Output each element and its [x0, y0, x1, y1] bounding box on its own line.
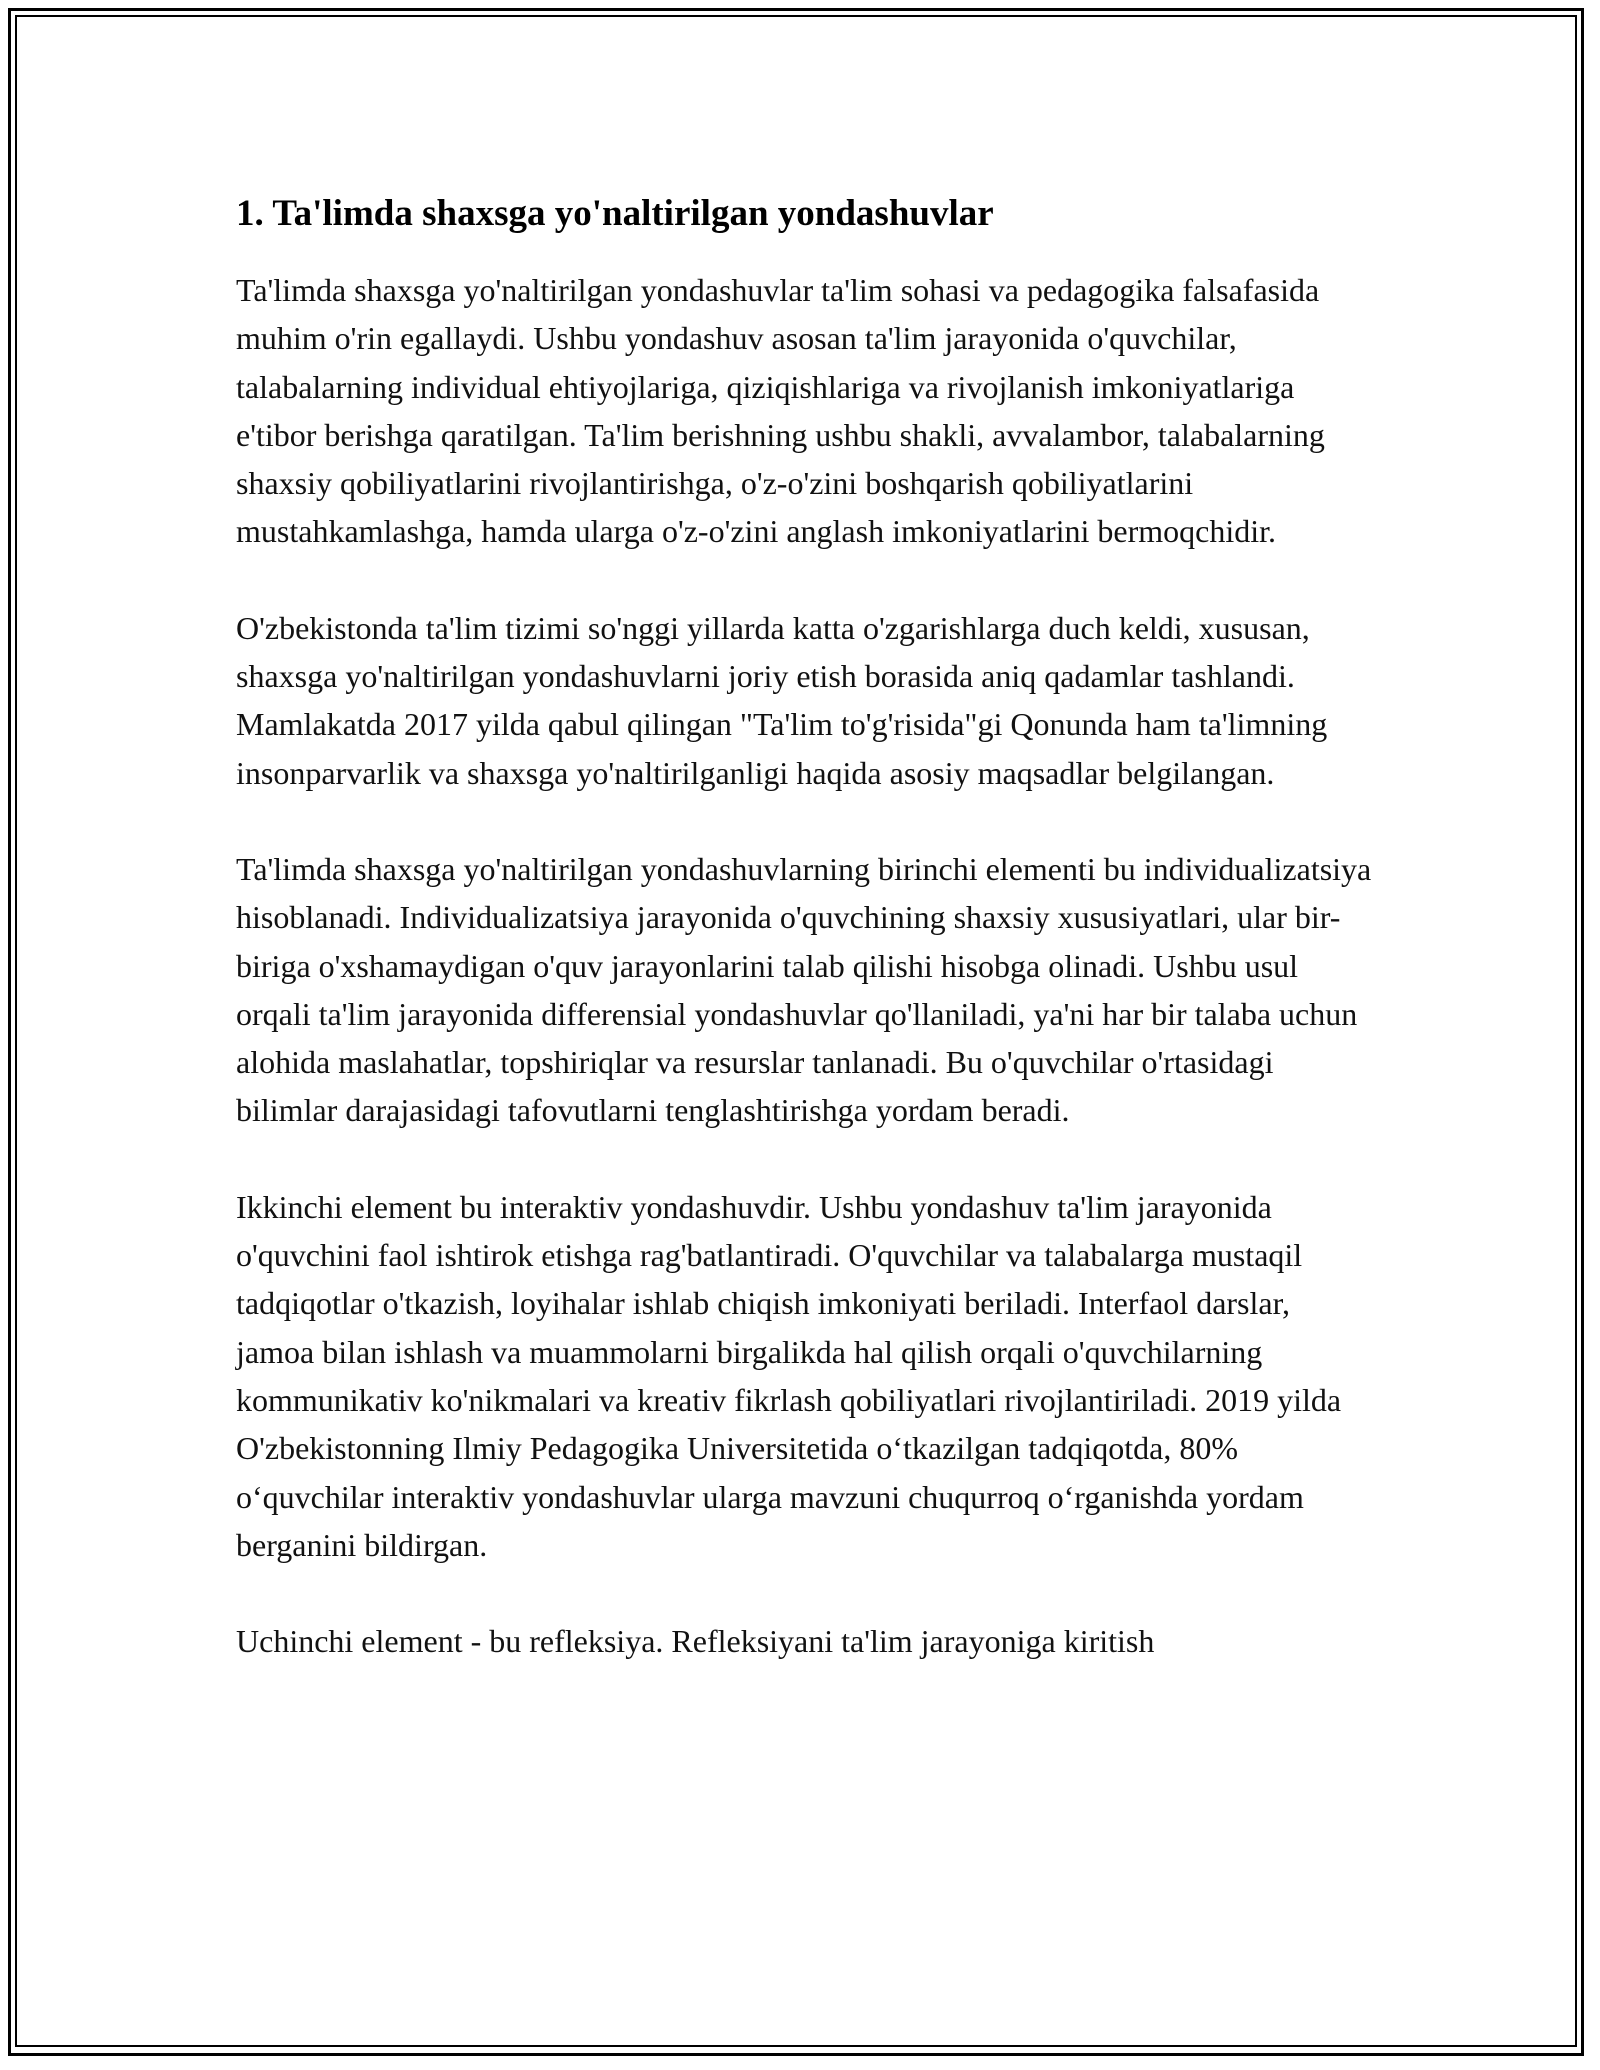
paragraph-individualization: Ta'limda shaxsga yo'naltirilgan yondashuvlarning birinchi elementi bu individualizatsiya hisoblanadi. Individualizatsiya jarayonida o'quvchining shaxsiy xususiyatlari, ular bir-biriga o'xshamaydigan o'quv jarayonlarini talab qilishi hisobga olinadi. Ushbu usul orqali ta'lim jarayonida differensial yondashuvlar qo'llaniladi, ya'ni har bir talaba uchun alohida maslahatlar, topshiriqlar va resurslar tanlanadi. Bu o'quvchilar o'rtasidagi bilimlar darajasidagi tafovutlarni tenglashtirishga yordam beradi.	[236, 850, 1372, 1129]
paragraph-intro: Ta'limda shaxsga yo'naltirilgan yondashuvlar ta'lim sohasi va pedagogika falsafasida muhim o'rin egallaydi. Ushbu yondashuv asosan ta'lim jarayonida o'quvchilar, talabalarning individual ehtiyojlariga, qiziqishlariga va rivojlanish imkoniyatlariga e'tibor berishga qaratilgan. Ta'lim berishning ushbu shakli, avvalambor, talabalarning shaxsiy qobiliyatlarini rivojlantirishga, o'z-o'zini boshqarish qobiliyatlarini mustahkamlashga, hamda ularga o'z-o'zini anglash imkoniyatlarini bermoqchidir.	[236, 272, 1325, 550]
document-body	[236, 186, 1376, 1713]
paragraph-uzbekistan-reforms: O'zbekistonda ta'lim tizimi so'nggi yillarda katta o'zgarishlarga duch keldi, xususan, shaxsga yo'naltirilgan yondashuvlarni joriy etish borasida aniq qadamlar tashlandi. Mamlakatda 2017 yilda qabul qilingan "Ta'lim to'g'risida"gi Qonunda ham ta'limning insonparvarlik va shaxsga yo'naltirilganligi haqida asosiy maqsadlar belgilangan.	[236, 609, 1328, 791]
paragraph-interactive-approach: Ikkinchi element bu interaktiv yondashuvdir. Ushbu yondashuv ta'lim jarayonida o'quvchini faol ishtirok etishga rag'batlantiradi. O'quvchilar va talabalarga mustaqil tadqiqotlar o'tkazish, loyihalar ishlab chiqish imkoniyati beriladi. Interfaol darslar, jamoa bilan ishlash va muammolarni birgalikda hal qilish orqali o'quvchilarning kommunikativ ko'nikmalari va kreativ fikrlash qobiliyatlari rivojlantiriladi. 2019 yilda O'zbekistonning Ilmiy Pedagogika Universitetida o‘tkazilgan tadqiqotda, 80% o‘quvchilar interaktiv yondashuvlar ularga mavzuni chuqurroq o‘rganishda yordam berganini bildirgan.	[236, 1188, 1342, 1563]
section-heading: 1. Ta'limda shaxsga yo'naltirilgan yondashuvlar	[236, 193, 994, 234]
paragraph-reflection: Uchinchi element - bu refleksiya. Refleksiyani ta'lim jarayoniga kiritish	[236, 1623, 1155, 1660]
